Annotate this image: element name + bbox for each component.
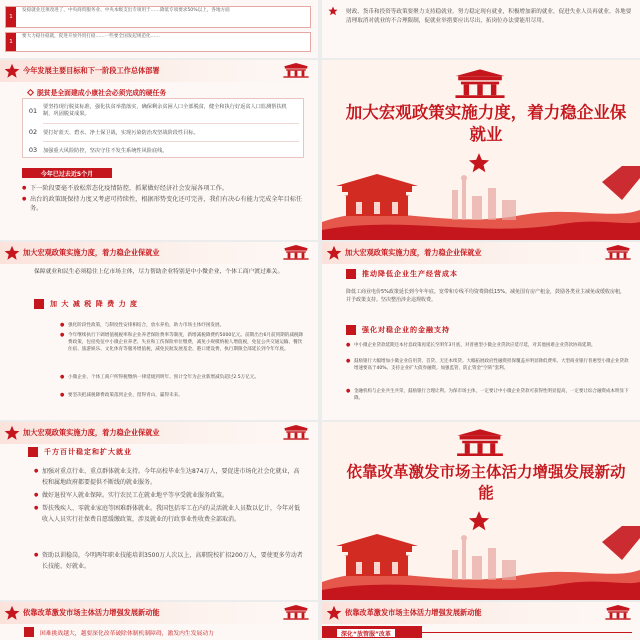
bullet-item: ● 强化阶段性政策，与制度性安排相结合，放水养鱼，助力市场主体纾困发展。 — [60, 322, 306, 329]
slide-header — [0, 602, 318, 624]
slide-6 — [322, 242, 640, 420]
bullet-item: ● 鼓励银行大幅增加小微企业信用贷、首贷、无还本续贷。大幅拓展政府性融资担保覆盖并明显降低费率。大型商业银行普惠型小微企业贷款增速要高于40%。支持企业扩大债券融资。加强监管，防止资金“空转”套利。 — [346, 358, 630, 372]
bullet-item: ● 帮扶残疾人、零就业家庭等困难群体就业。我国包括零工在内的灵活就业人员数以亿计，今年对低收入人员实行社保费自愿缓缴政策，涉及就业的行政事业性收费全部取消。 — [34, 503, 304, 525]
slide-header-title: 加大宏观政策实施力度，着力稳企业保就业 — [345, 248, 482, 257]
section-marker — [24, 627, 34, 637]
bullet-item: ● 下一阶段要毫不放松常态化疫情防控，抓紧做好经济社会发展各项工作。 — [22, 184, 306, 193]
star-icon — [4, 425, 20, 441]
slide-9 — [0, 602, 318, 640]
slide-3 — [0, 60, 318, 240]
section-marker — [34, 299, 44, 309]
slide-10 — [322, 602, 640, 640]
section-marker — [28, 447, 38, 457]
list-item — [5, 6, 311, 28]
slide-header — [0, 242, 318, 264]
list-item — [23, 143, 303, 157]
body-text: 财政、货币和投资等政策要聚力支持稳就业。努力稳定现有就业，积极增加新的就业，促进失业人员再就业。各地要清理取消对就业的不合理限制，促就业举措要应出尽出，拓岗位办法要能用尽用。 — [346, 9, 632, 24]
gate-icon — [282, 62, 310, 78]
bullet-item: ● 中小微企业贷款延期还本付息政策再延长至明年3月底，对普惠型小微企业贷款应延尽延，对其他困难企业贷款协商延期。 — [346, 342, 630, 349]
bullet-item: ● 做好退役军人就业保障。实行农民工在就业地平等享受就业服务政策。 — [34, 490, 304, 501]
slide-header — [322, 242, 640, 264]
divider — [422, 632, 632, 633]
section-title: 千方百计稳定和扩大就业 — [44, 448, 132, 456]
slide-7 — [0, 422, 318, 600]
bullet-item: ● 出台的政策既保持力度又考虑可持续性，根据形势变化还可完善，我们有决心有能力完成全年目标任务。 — [22, 195, 306, 213]
item-number: 03 — [28, 146, 38, 154]
slide-2 — [322, 0, 640, 58]
gate-icon — [604, 244, 632, 260]
divider — [43, 123, 299, 124]
body-text: 困难挑战越大，越要深化改革破除体制机制障碍，激发内生发展动力 — [40, 630, 214, 637]
star-icon — [4, 63, 20, 79]
section-marker — [346, 269, 356, 279]
slide-8 — [322, 422, 640, 600]
slide-5 — [0, 242, 318, 420]
section-bar — [346, 268, 458, 280]
section-title: 强化对稳企业的金融支持 — [362, 326, 450, 334]
section-bar — [24, 626, 214, 638]
body-text: 降低工商业电价5%政策延长到今年年底。宽带和专线平均资费降低15%。减免国有房产租金，鼓励各类业主减免或缓收房租，并予政策支持。坚决整治涉企违规收费。 — [346, 289, 626, 303]
star-icon — [4, 245, 20, 261]
gate-icon — [282, 244, 310, 260]
item-text: 要打好蓝天、碧水、净土保卫战，实现污染防治攻坚战阶段性目标。 — [43, 129, 199, 136]
landmark-illustration — [322, 160, 640, 240]
task-list — [22, 98, 304, 158]
item-number: 01 — [28, 107, 38, 115]
item-text: 要大力稳住稳就，促进开放外贸打稳……一些要全国发起规范化…… — [22, 34, 160, 39]
bullet-item: ● 要坚决把减税降费政策落到企业，留得青山，赢得未来。 — [60, 392, 306, 399]
slide-header — [0, 60, 318, 82]
diamond-icon — [27, 89, 34, 96]
gate-icon — [604, 604, 632, 620]
list-item — [23, 125, 303, 139]
section-bar — [34, 298, 138, 310]
list-item — [23, 101, 303, 121]
item-number: 1 — [6, 7, 16, 27]
item-number: 02 — [28, 128, 38, 136]
gate-icon — [282, 604, 310, 620]
section-title: 依靠改革激发市场主体活力增强发展新动能 — [346, 463, 626, 502]
slide-header — [322, 602, 640, 624]
item-text: 要坚持现行脱贫标准，强化扶贫举措落实，确保剩余贫困人口全部脱贫，健全和执行好返贫人口监测帮扶机制，巩固脱贫成果。 — [43, 104, 287, 117]
intro-text: 保障就业和民生必须稳住上亿市场主体，尽力帮助企业特别是中小微企业、个体工商户渡过难关。 — [34, 269, 284, 275]
star-icon — [328, 6, 338, 16]
slide-4 — [322, 60, 640, 240]
section-subhead — [28, 87, 166, 97]
bullet-item: ● 今年继续执行下调增值税税率和企业养老保险费率等制度，新增减税降费约5000亿元。前期出台6月前到期的减税降费政策，包括免征中小微企业养老、失业和工伤保险单位缴费，减免小规模纳税人增值税，免征公共交通运输、餐饮住宿、旅游娱乐、文化体育等服务增值税，减免民航发展基金、港口建设费，执行期限全部延长到今年年底。 — [60, 332, 306, 353]
section-bar — [28, 446, 132, 458]
gate-icon — [450, 68, 510, 98]
highlight-label: 今年已过去近5个月 — [22, 168, 112, 178]
subhead-text: 脱贫是全面建成小康社会必须完成的硬任务 — [37, 89, 167, 97]
item-number: 1 — [6, 33, 16, 51]
star-icon — [4, 605, 20, 621]
slide-header — [0, 422, 318, 444]
item-text: 加强重大风险防控，坚决守住不发生系统性风险底线。 — [43, 147, 168, 154]
bullet-item: ● 小微企业、个体工商户所得税缴纳一律延缓到明年。预计全年为企业新增减负超过2.5万亿元。 — [60, 374, 306, 381]
slide-header-title: 依靠改革激发市场主体活力增强发展新动能 — [345, 608, 482, 617]
section-marker — [346, 325, 356, 335]
list-item — [5, 32, 311, 52]
gate-icon — [450, 428, 510, 456]
section-title: 深化“放管服”改革 — [336, 628, 396, 638]
slide-header-title: 今年发展主要目标和下一阶段工作总体部署 — [23, 66, 160, 75]
slide-1 — [0, 0, 318, 58]
slide-header-title: 依靠改革激发市场主体活力增强发展新动能 — [23, 608, 160, 617]
bullet-item: ● 资助以训稳岗，今明两年职业技能培训3500万人次以上，高职院校扩招200万人，要使更多劳动者长技能、好就业。 — [34, 550, 304, 572]
gate-icon — [282, 424, 310, 440]
landmark-illustration — [322, 520, 640, 600]
section-bar — [346, 324, 450, 336]
item-text: 发稳就业还须改进了，中央商贸服务业、中央本级支出专项用于……降低专项要求50%以上，各地方面 — [22, 8, 230, 13]
section-title: 加 大 减 税 降 费 力 度 — [50, 300, 139, 308]
bullet-item: ● 加强对重点行业、重点群体就业支持。今年高校毕业生达874万人，要促进市场化社会化就业，高校和属地政府都要提供不断线的就业服务。 — [34, 466, 304, 488]
star-icon — [326, 245, 342, 261]
divider — [43, 141, 299, 142]
star-icon — [326, 605, 342, 621]
slide-header-title: 加大宏观政策实施力度，着力稳企业保就业 — [23, 428, 160, 437]
section-title: 推动降低企业生产经营成本 — [362, 270, 458, 278]
bullet-item: ● 金融机构与企业共生共荣，鼓励银行合理让利。为保市场主体，一定要让中小微企业贷款可获得性明显提高，一定要让综合融资成本明显下降。 — [346, 388, 630, 402]
slide-header-title: 加大宏观政策实施力度，着力稳企业保就业 — [23, 248, 160, 257]
section-title: 加大宏观政策实施力度，着力稳企业保就业 — [345, 103, 627, 144]
